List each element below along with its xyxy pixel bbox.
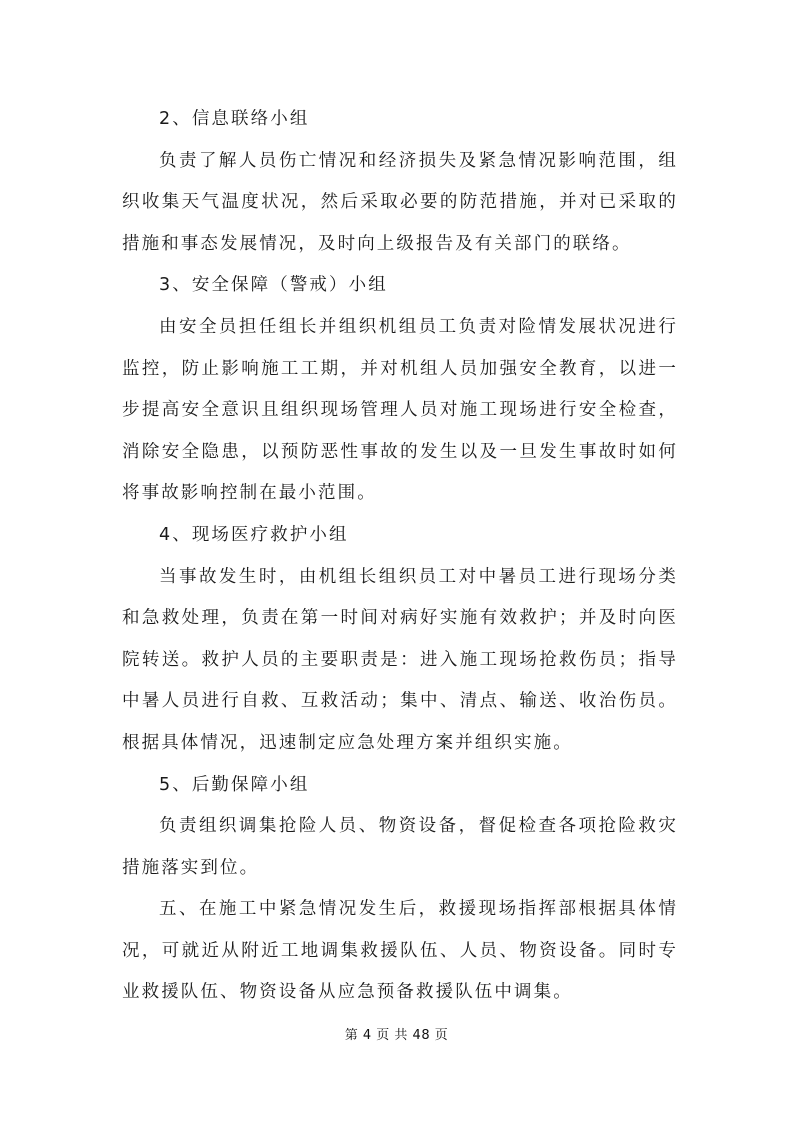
section-heading-safety-guard: 3、安全保障（警戒）小组 bbox=[159, 275, 388, 296]
paragraph-section-five: 五、在施工中紧急情况发生后，救援现场指挥部根据具体情况，可就近从附近工地调集救援队伍、人员、物资设备。同时专业救援队伍、物资设备从应急预备救援队伍中调集。 bbox=[122, 899, 678, 1003]
section-heading-logistics: 5、后勤保障小组 bbox=[159, 774, 310, 795]
paragraph-logistics: 负责组织调集抢险人员、物资设备，督促检查各项抢险救灾措施落实到位。 bbox=[122, 816, 678, 878]
paragraph-info-liaison: 负责了解人员伤亡情况和经济损失及紧急情况影响范围，组织收集天气温度状况，然后采取必要的防范措施，并对已采取的措施和事态发展情况，及时向上级报告及有关部门的联络。 bbox=[122, 150, 678, 254]
page-number-footer: 第 4 页 共 48 页 bbox=[344, 1028, 449, 1043]
document-body bbox=[122, 99, 678, 1014]
paragraph-medical-rescue: 当事故发生时，由机组长组织员工对中暑员工进行现场分类和急救处理，负责在第一时间对病好实施有效救护；并及时向医院转送。救护人员的主要职责是：进入施工现场抢救伤员；指导中暑人员进行自救、互救活动；集中、清点、输送、收治伤员。根据具体情况，迅速制定应急处理方案并组织实施。 bbox=[122, 566, 678, 753]
paragraph-safety-guard: 由安全员担任组长并组织机组员工负责对险情发展状况进行监控，防止影响施工工期，并对机组人员加强安全教育，以进一步提高安全意识且组织现场管理人员对施工现场进行安全检查，消除安全隐患，以预防恶性事故的发生以及一旦发生事故时如何将事故影响控制在最小范围。 bbox=[122, 316, 678, 504]
section-heading-medical-rescue: 4、现场医疗救护小组 bbox=[159, 524, 349, 545]
section-heading-info-liaison: 2、信息联络小组 bbox=[159, 109, 310, 129]
